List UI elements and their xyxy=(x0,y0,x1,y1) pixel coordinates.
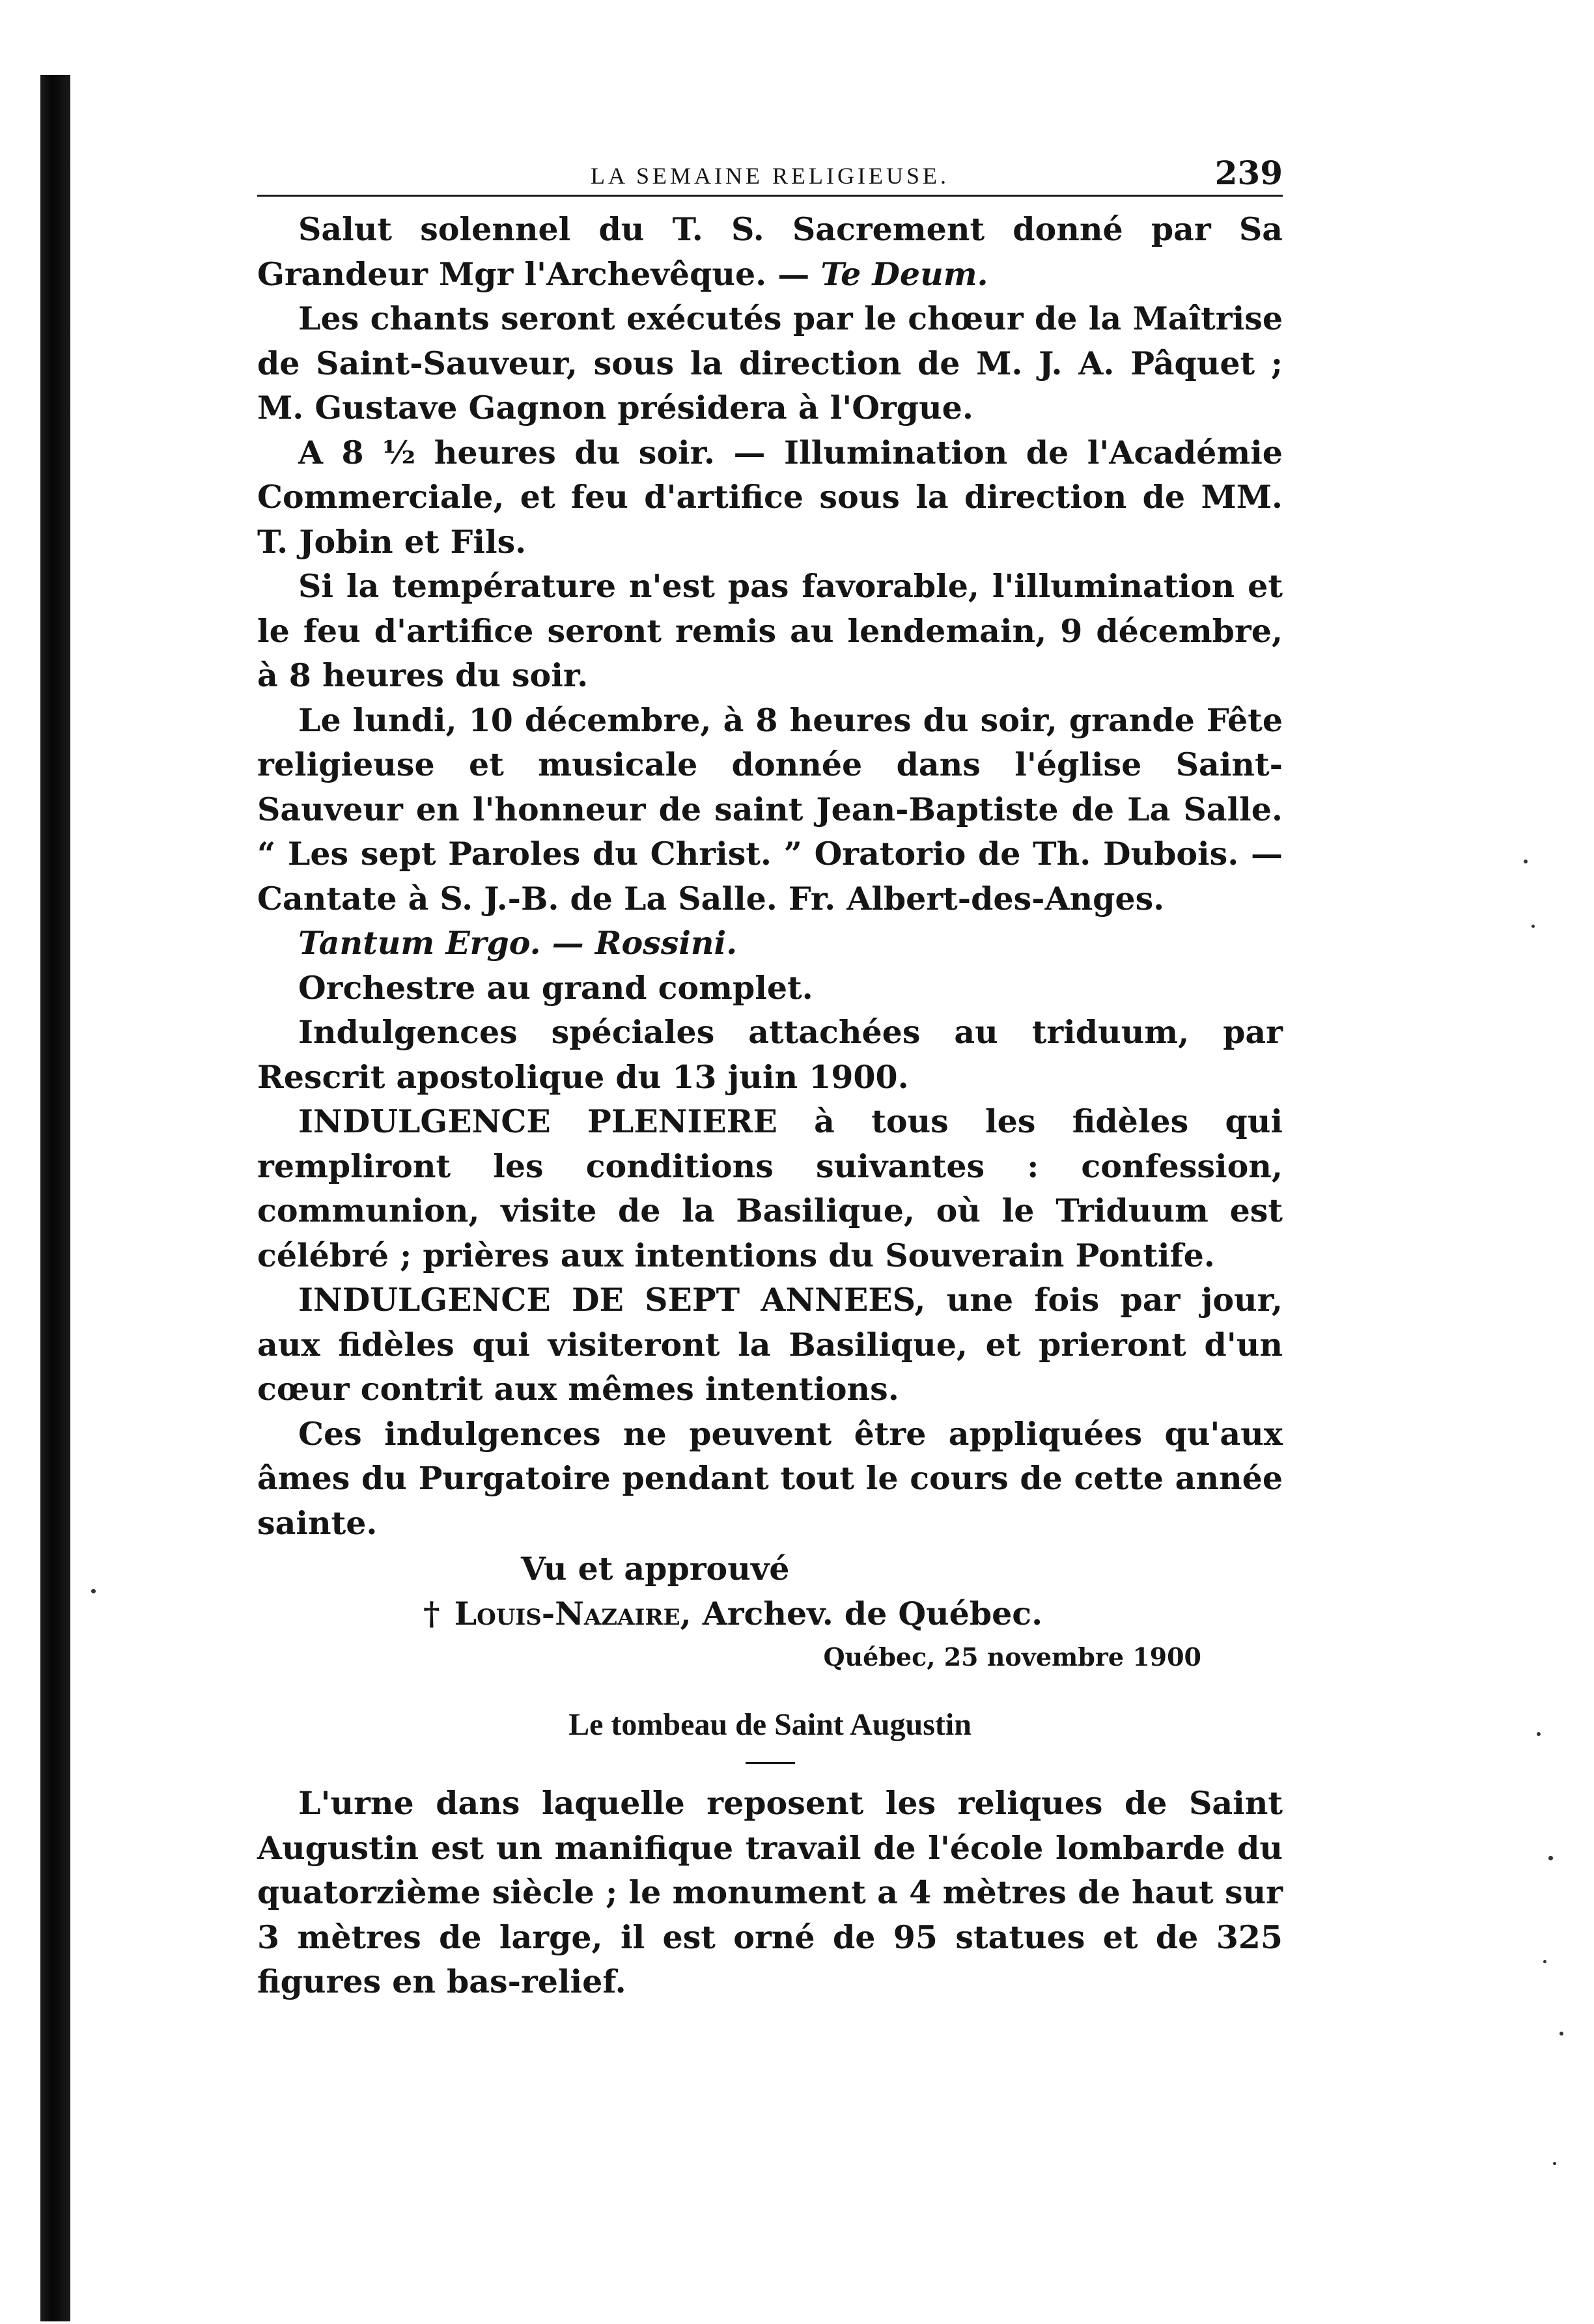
page xyxy=(257,147,1283,2004)
article-body xyxy=(257,207,1283,2004)
italic-text: Te Deum. xyxy=(820,255,988,293)
paragraph: Indulgences spéciales attachées au triduum, par Rescrit apostolique du 13 juin 1900. xyxy=(257,1013,1283,1096)
page-number: 239 xyxy=(1214,154,1283,192)
scan-speck xyxy=(1537,1732,1541,1736)
paragraph xyxy=(257,207,1283,296)
paragraph-text: Salut solennel du T. S. Sacrement donné par Sa Grandeur Mgr l'Archevêque. — xyxy=(257,210,1283,293)
paragraph: Le lundi, 10 décembre, à 8 heures du soir, grande Fête religieuse et musicale donnée dans l'église Saint-Sauveur en l'honneur de saint Jean-Baptiste de La Salle. “ Les sept Paroles du Christ. ” Oratorio de Th. Dubois. — Cantate à S. J.-B. de La Salle. Fr. Albert-des-Anges. xyxy=(257,701,1283,917)
approval-line: Vu et approuvé xyxy=(521,1550,790,1588)
signatory-name: Louis-Nazaire xyxy=(454,1594,680,1632)
section-divider xyxy=(746,1762,795,1764)
cross-symbol: † xyxy=(423,1594,440,1632)
dateline: Québec, 25 novembre 1900 xyxy=(823,1642,1201,1672)
signature xyxy=(257,1591,1283,1636)
paragraph: INDULGENCE PLENIERE à tous les fidèles qui rempliront les conditions suivantes : confession, communion, visite de la Basilique, où le Triduum est célébré ; prières aux intentions du Souverain Pontife. xyxy=(257,1102,1283,1274)
binding-shadow xyxy=(40,75,70,2321)
paragraph: L'urne dans laquelle reposent les reliques de Saint Augustin est un manifique travail de l'école lombarde du quatorzième siècle ; le monument a 4 mètres de haut sur 3 mètres de large, il est orné de 95 statues et de 325 figures en bas-relief. xyxy=(257,1784,1283,2000)
section-title: Le tombeau de Saint Augustin xyxy=(568,1707,972,1742)
paragraph: Si la température n'est pas favorable, l'illumination et le feu d'artifice seront remis au lendemain, 9 décembre, à 8 heures du soir. xyxy=(257,567,1283,694)
paragraph: Les chants seront exécutés par le chœur de la Maîtrise de Saint-Sauveur, sous la direction de M. J. A. Pâquet ; M. Gustave Gagnon présidera à l'Orgue. xyxy=(257,300,1283,427)
scan-speck xyxy=(91,1589,96,1593)
running-head xyxy=(257,147,1283,197)
paragraph-italic: Tantum Ergo. — Rossini. xyxy=(298,924,738,962)
running-title: LA SEMAINE RELIGIEUSE. xyxy=(591,163,949,189)
paragraph: INDULGENCE DE SEPT ANNEES, une fois par jour, aux fidèles qui visiteront la Basilique, et prieront d'un cœur contrit aux mêmes intentions. xyxy=(257,1281,1283,1408)
scan-speck xyxy=(1548,1856,1553,1860)
paragraph: Orchestre au grand complet. xyxy=(298,968,813,1007)
paragraph: A 8 ½ heures du soir. — Illumination de l'Académie Commerciale, et feu d'artifice sous la direction de MM. T. Jobin et Fils. xyxy=(257,433,1283,561)
scan-speck xyxy=(1559,2032,1563,2036)
paragraph: Ces indulgences ne peuvent être appliquées qu'aux âmes du Purgatoire pendant tout le cours de cette année sainte. xyxy=(257,1414,1283,1542)
scan-speck xyxy=(1553,2162,1556,2165)
scan-speck xyxy=(1524,860,1528,863)
scan-speck xyxy=(1543,1960,1546,1963)
signatory-title: , Archev. de Québec. xyxy=(680,1594,1043,1632)
scan-speck xyxy=(1531,925,1535,928)
